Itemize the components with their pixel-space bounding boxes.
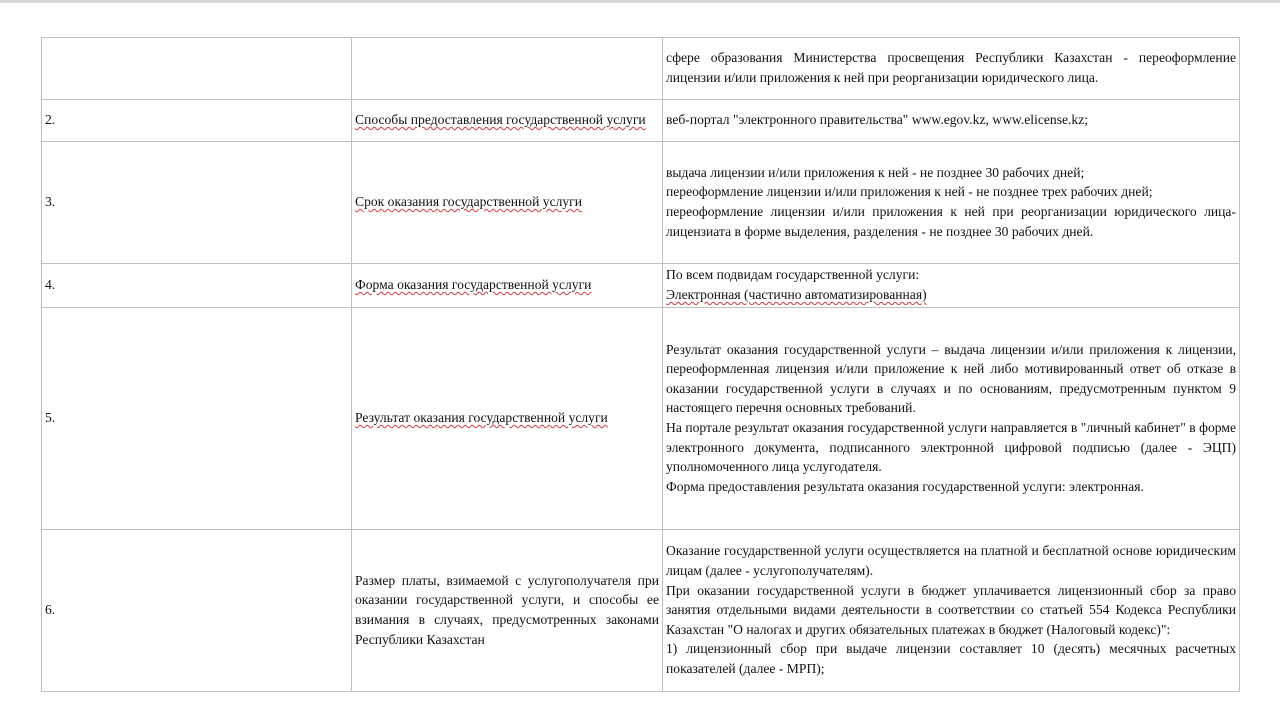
row-title-text: Форма оказания государственной услуги — [355, 277, 592, 293]
row-title-text: Способы предоставления государственной услуги — [355, 112, 646, 128]
description-paragraph: По всем подвидам государственной услуги: — [666, 267, 920, 283]
table-row — [42, 308, 1240, 530]
table-row — [42, 38, 1240, 100]
row-number: 2. — [42, 100, 352, 142]
table-row — [42, 100, 1240, 142]
description-paragraph: Электронная (частично автоматизированная) — [666, 287, 927, 302]
table-row — [42, 530, 1240, 692]
row-description — [663, 264, 1240, 308]
top-divider — [0, 0, 1280, 3]
description-paragraph: выдача лицензии и/или приложения к ней - не позднее 30 рабочих дней; — [666, 164, 1085, 180]
row-number: 4. — [42, 264, 352, 308]
row-title — [352, 264, 663, 308]
description-paragraph: Оказание государственной услуги осуществляется на платной и бесплатной основе юридическим лицам (далее - услугополучателям). — [666, 543, 1236, 579]
row-description — [663, 38, 1240, 100]
row-title — [352, 142, 663, 264]
description-paragraph: веб-портал "электронного правительства" www.egov.kz, www.elicense.kz; — [666, 112, 1089, 128]
description-paragraph: Форма предоставления результата оказания государственной услуги: электронная. — [666, 478, 1144, 494]
table-row — [42, 142, 1240, 264]
row-title — [352, 308, 663, 530]
row-title — [352, 38, 663, 100]
table-row — [42, 264, 1240, 308]
row-description — [663, 530, 1240, 692]
row-number: 6. — [42, 530, 352, 692]
row-title: Размер платы, взимаемой с услугополучателя при оказании государственной услуги, и способы ее взимания в случаях, предусмотренных законами Республики Казахстан — [352, 530, 663, 692]
description-paragraph: На портале результат оказания государственной услуги направляется в "личный кабинет" в форме электронного документа, подписанного электронной цифровой подписью (далее - ЭЦП) уполномоченного лица услугодателя. — [666, 420, 1236, 475]
row-number — [42, 38, 352, 100]
description-paragraph: Результат оказания государственной услуги – выдача лицензии и/или приложения к лицензии, переоформленная лицензия и/или приложение к ней либо мотивированный ответ об отказе в оказании государственной услуги в случаях и по основаниям, предусмотренным пунктом 9 настоящего перечня основных требований. — [666, 341, 1236, 416]
row-title — [352, 100, 663, 142]
description-paragraph: При оказании государственной услуги в бюджет уплачивается лицензионный сбор за право занятия отдельными видами деятельности в соответствии со статьей 554 Кодекса Республики Казахстан "О налогах и других обязательных платежах в бюджет (Налоговый кодекс)": — [666, 582, 1236, 637]
description-paragraph: переоформление лицензии и/или приложения к ней - не позднее трех рабочих дней; — [666, 184, 1153, 200]
row-description — [663, 100, 1240, 142]
row-number: 5. — [42, 308, 352, 530]
row-title-text: Результат оказания государственной услуги — [355, 410, 608, 426]
row-number: 3. — [42, 142, 352, 264]
row-description — [663, 142, 1240, 264]
requirements-table — [41, 37, 1240, 692]
description-paragraph: сфере образования Министерства просвещения Республики Казахстан - переоформление лицензии и/или приложения к ней при реорганизации юридического лица. — [666, 50, 1236, 85]
description-paragraph: переоформление лицензии и/или приложения к ней при реорганизации юридического лица-лицензиата в форме выделения, разделения - не позднее 30 рабочих дней. — [666, 204, 1236, 239]
description-paragraph: 1) лицензионный сбор при выдаче лицензии составляет 10 (десять) месячных расчетных показателей (далее - МРП); — [666, 641, 1236, 676]
row-title-text: Срок оказания государственной услуги — [355, 194, 583, 210]
row-description — [663, 308, 1240, 530]
